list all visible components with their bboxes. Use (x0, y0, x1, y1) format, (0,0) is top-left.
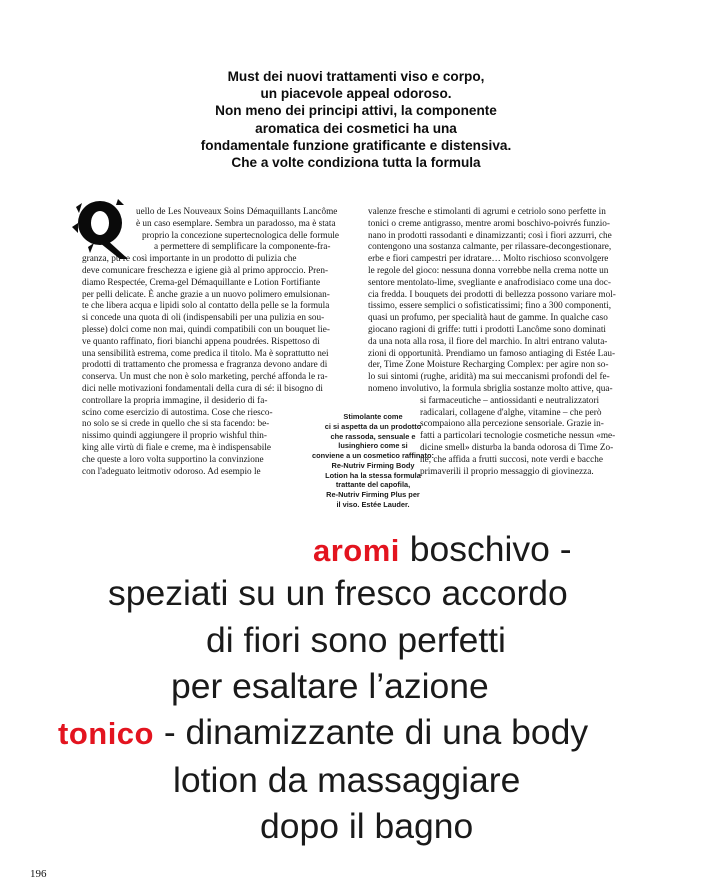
body-line: per pelli delicate. È anche grazie a un nuovo polimero emulsionan- (82, 289, 330, 300)
body-line: è un caso esemplare. Sembra un paradosso, ma è stata (136, 218, 336, 229)
body-line: quasi un profumo, per specialità haut de gamme. In qualche caso (368, 313, 608, 324)
body-line: te che libera acqua e lipidi solo al contatto della pelle se la formula (82, 301, 330, 312)
body-line: proprio la concezione supertecnologica delle formule (142, 230, 339, 241)
body-line: che queste a loro volta supportino la convinzione (82, 454, 264, 465)
headline-line-5 (58, 710, 588, 756)
caption-line: il viso. Estée Lauder. (336, 499, 410, 509)
intro-line: Must dei nuovi trattamenti viso e corpo, (227, 69, 485, 84)
headline-accent-aromi: aromi (313, 533, 400, 568)
body-line: valenze fresche e stimolanti di agrumi e cetriolo sono perfette in (368, 207, 606, 217)
caption-line: Re-Nutriv Firming Plus per (326, 490, 420, 499)
caption-line: trattante del capofila, (335, 480, 411, 490)
body-line: contengono una sostanza calmante, per rilassare-decongestionare, (368, 242, 612, 253)
intro-line: Non meno dei principi attivi, la componente (215, 103, 497, 119)
body-line: king alle virtù di fiale e creme, ma è indispensabile (82, 442, 272, 453)
caption-line: ci si aspetta da un prodotto (324, 421, 422, 431)
headline-line-4: per esaltare l’azione (171, 666, 489, 706)
headline-text: - dinamizzante di una body (154, 712, 589, 752)
headline-line-3: di fiori sono perfetti (206, 620, 506, 660)
headline-text: boschivo - (399, 529, 572, 569)
intro-line: fondamentale funzione gratificante e distensiva. (200, 137, 512, 153)
body-line: deve comunicare freschezza e igiene già al primo approccio. Pren- (82, 265, 329, 276)
body-line: cia fredda. I bouquets dei prodotti di bellezza possono variare mol- (368, 289, 616, 300)
body-line: nano in prodotti rassodanti e dinamizzanti; così i fiori azzurri, che (368, 230, 612, 241)
body-line: plesse) dolci come non mai, quindi compatibili con un bouquet lie- (82, 324, 330, 335)
svg-text:Q: Q (99, 229, 101, 230)
body-line: dici nelle motivazioni fondamentali della cura di sé: il bisogno di (82, 383, 323, 394)
body-line: primaverili il proprio messaggio di giovinezza. (420, 466, 594, 477)
caption-line: Re-Nutriv Firming Body (331, 460, 415, 470)
page-number: 196 (30, 868, 47, 880)
caption-line: lusinghiero come si (338, 441, 408, 451)
headline-line-1 (313, 527, 572, 573)
body-line: si concede una quota di oli (indispensabili per una pulizia en sou- (82, 313, 325, 324)
body-line: lo sui sintomi (rughe, aridità) ma sui meccanismi profondi del fe- (368, 372, 610, 383)
body-line: radicalari, collagene d'alghe, vitamine – che però (420, 407, 602, 418)
intro-line: un piacevole appeal odoroso. (260, 86, 452, 102)
body-line: giocano ragioni di griffe: tutti i prodotti Lancôme sono dominati (368, 324, 606, 335)
headline-line-7: dopo il bagno (260, 806, 474, 846)
body-line: conserva. Un must che non è solo marketing, perché affonda le ra- (82, 372, 328, 383)
body-line: erbe e fiori campestri per idratare… Molto rischioso sconvolgere (368, 254, 609, 265)
body-line: scino come esercizio di autostima. Cose che riesco- (82, 407, 273, 418)
body-line: dicine smell» disturba la banda odorosa di Time Zo- (420, 442, 614, 453)
body-line: ve quanto raffinato, fiori bianchi appena poudrées. Rispettoso di (82, 336, 320, 347)
body-line: tonici o creme antigrasso, mentre aromi boschivo-poivrés funzio- (368, 218, 610, 229)
body-line: a permettere di semplificare la componente-fra- (154, 242, 331, 253)
body-line: tissimo, essere semplici o sofisticatissimi; fino a 300 componenti, (368, 301, 612, 312)
headline-accent-tonico: tonico (58, 716, 154, 751)
body-line: no solo se si crede in quello che si sta facendo: be- (82, 419, 270, 430)
headline-line-6: lotion da massaggiare (173, 760, 521, 800)
body-line: controllare la propria immagine, il desiderio di fa- (82, 395, 268, 406)
body-line: ne, che affida a frutti succosi, note verdi e bacche (420, 454, 603, 465)
body-line: con l'adeguato leitmotiv odoroso. Ad esempio le (82, 466, 261, 477)
intro-line: aromatica dei cosmetici ha una (255, 120, 457, 136)
body-line: le regole del gioco: nessuna donna vorrebbe nella crema notte un (368, 265, 609, 276)
intro-line: Che a volte condiziona tutta la formula (231, 155, 481, 171)
body-line: der, Time Zone Moisture Recharging Complex: per agire non so- (368, 360, 609, 371)
body-line: fatti a particolari tecnologie cosmetiche nessun «me- (420, 431, 616, 442)
photo-caption (312, 412, 434, 510)
body-line: scompaiono alla percezione sensoriale. Grazie in- (420, 419, 604, 430)
body-line: uello de Les Nouveaux Soins Démaquillants Lancôme (136, 207, 338, 217)
body-line: prodotti di trattamento che promessa e fragranza devono andare di (82, 360, 328, 371)
body-line: sentore mentolato-lime, svegliante e anafrodisiaco come una doc- (368, 277, 611, 288)
body-line: zioni di opportunità. Prendiamo un famoso antiaging di Estée Lau- (368, 348, 616, 359)
headline-line-2: speziati su un fresco accordo (108, 573, 568, 613)
caption-line: conviene a un cosmetico raffinato: (312, 451, 434, 460)
body-line: granza, pu re così importante in un prodotto di pulizia che (82, 254, 297, 265)
left-column (82, 207, 338, 478)
body-line: si farmaceutiche – antiossidanti e neutralizzatori (420, 395, 600, 406)
caption-line: che rassoda, sensuale e (330, 431, 416, 441)
body-line: una sensibilità estrema, come predica il titolo. Ma è soprattutto nei (82, 348, 329, 359)
intro-heading (170, 68, 542, 171)
body-line: diamo Respectée, Crema-gel Démaquillante e Lotion Fortifiante (82, 277, 321, 288)
caption-line: Lotion ha la stessa formula (325, 470, 421, 480)
caption-line: Stimolante come (343, 412, 403, 421)
body-line: nomeno involutivo, la formula sbriglia sostanze molto attive, qua- (368, 383, 613, 394)
body-line: nissimo quindi aggiungere il proprio wishful thin- (82, 431, 267, 442)
body-line: da una nota alla rosa, il fiore del marchio. In altri entrano valuta- (368, 336, 608, 347)
